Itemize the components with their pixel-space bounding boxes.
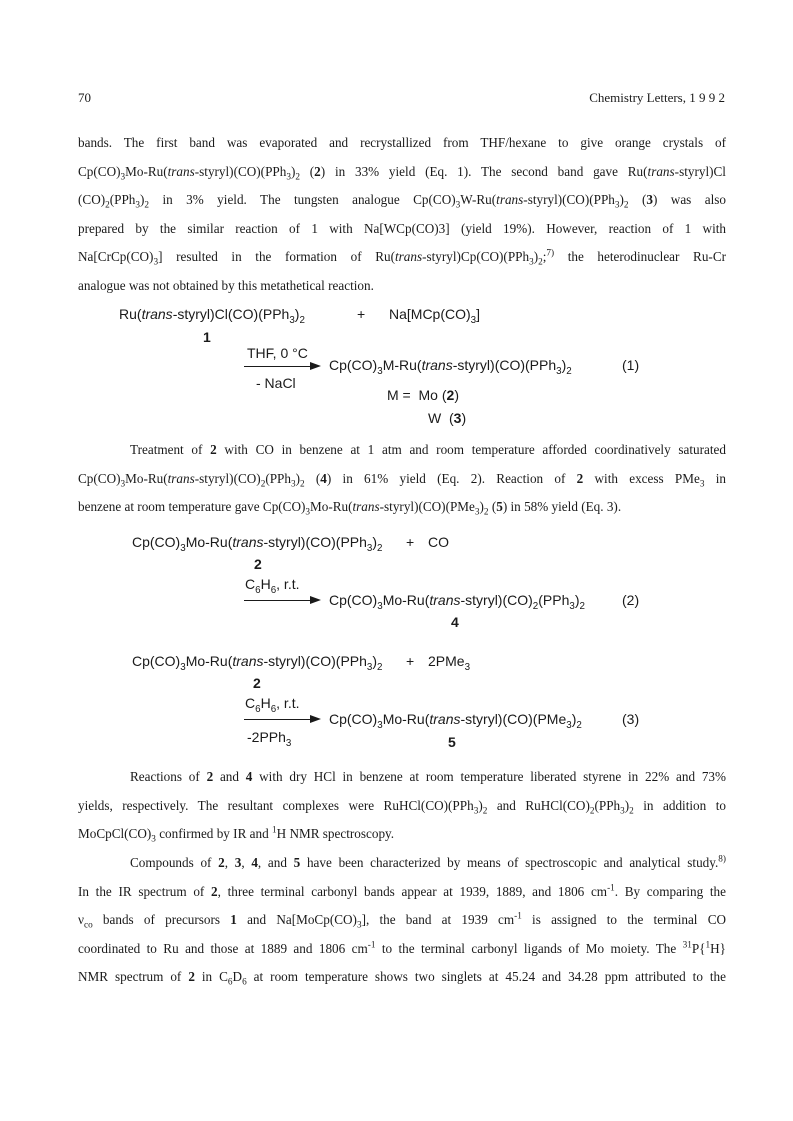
eq2-co: CO <box>428 534 449 550</box>
eq2-number: (2) <box>622 592 640 608</box>
para3-line3: $MoCpCl(CO)_3$ confirmed by IR and $^1$H NMR spectroscopy. <box>78 824 395 844</box>
para1-line4: prepared by the similar reaction of 1 with Na[WCp(CO)3] (yield 19%). However, reaction of 1 with <box>78 220 726 236</box>
para4-line2: In the IR spectrum of 2, three terminal carbonyl bands appear at 1939, 1889, and 1806 $cm^{-1}$. By comparing the <box>78 882 726 899</box>
eq2-arrowhead <box>310 596 321 604</box>
eq1-plus: + <box>357 306 366 322</box>
eq3-plus: + <box>406 653 415 669</box>
eq1-reactant2: $Na[MCp(CO)_3]$ <box>389 306 481 326</box>
eq1-product: $Cp(CO)_3M-Ru(trans-styryl)(CO)(PPh_3)_2$ <box>329 357 572 377</box>
para2-line2: $Cp(CO)_3Mo-Ru(trans-styryl)(CO)_2(PPh_3)_2$ (4) in 61% yield (Eq. 2). Reaction of 2 with excess PMe$_3$ in <box>78 470 726 489</box>
para2-line1: Treatment of 2 with CO in benzene at 1 atm and room temperature afforded coordinatively saturated <box>130 442 726 457</box>
eq2-arrow <box>244 600 312 601</box>
eq1-reactant1: $Ru(trans-styryl)Cl(CO)(PPh_3)_2$ <box>119 306 305 326</box>
para1-line3: $(CO)_2(PPh_3)_2$ in 3% yield. The tungsten analogue $Cp(CO)_3W-Ru(trans-styryl)(CO)(PPh_3)_2$ (3) was also <box>78 192 726 210</box>
eq3-reagent: 2PMe$_3$ <box>428 653 471 673</box>
eq1-below-arrow: - NaCl <box>256 375 296 391</box>
eq1-label-1: 1 <box>203 329 211 345</box>
para3-line1: Reactions of 2 and 4 with dry HCl in benzene at room temperature liberated styrene in 22% and 73% <box>130 769 726 784</box>
para1-line1: bands. The first band was evaporated and recrystallized from THF/hexane to give orange crystals of <box>78 135 726 150</box>
para4-line1: Compounds of 2, 3, 4, and 5 have been characterized by means of spectroscopic and analytical study.$^{8)}$ <box>130 853 726 870</box>
paragraph-1 <box>78 129 726 301</box>
eq3-product: $Cp(CO)_3Mo-Ru(trans-styryl)(CO)(PMe_3)_2$ <box>329 711 582 731</box>
eq2-above-arrow: $C_6H_6$, r.t. <box>245 576 300 596</box>
para4-line4: coordinated to Ru and those at 1889 and 1806 $cm^{-1}$ to the terminal carbonyl ligands of Mo moiety. The $^{31}$P{$^1$H} <box>78 939 726 956</box>
eq2-product: $Cp(CO)_3Mo-Ru(trans-styryl)(CO)_2(PPh_3)_2$ <box>329 592 585 612</box>
para4-line5: NMR spectrum of 2 in $C_6D_6$ at room temperature shows two singlets at 45.24 and 34.28 ppm attributed to the <box>78 969 726 988</box>
para1-line2: $Cp(CO)_3Mo-Ru(trans-styryl)(CO)(PPh_3)_2$ (2) in 33% yield (Eq. 1). The second band gave Ru(trans-styryl)Cl <box>78 163 726 182</box>
para2-line3: benzene at room temperature gave $Cp(CO)_3Mo-Ru(trans-styryl)(CO)(PMe_3)_2$ (5) in 58% yield (Eq. 3). <box>78 499 622 517</box>
eq1-number: (1) <box>622 357 640 373</box>
eq3-below-arrow: -2PPh$_3$ <box>247 729 292 749</box>
eq1-arrow <box>244 366 312 367</box>
eq1-m-mo: M = Mo (2) <box>387 387 459 403</box>
eq3-product-label: 5 <box>448 734 456 750</box>
eq1-above-arrow: THF, 0 °C <box>247 345 308 361</box>
eq3-number: (3) <box>622 711 640 727</box>
eq2-product-label: 4 <box>451 614 459 630</box>
para1-line6: analogue was not obtained by this metathetical reaction. <box>78 277 374 293</box>
paragraph-3 <box>78 763 726 849</box>
eq3-above-arrow: $C_6H_6$, r.t. <box>245 695 300 715</box>
eq3-arrow <box>244 719 312 720</box>
eq3-label: 2 <box>253 675 261 691</box>
paragraph-2 <box>78 436 726 522</box>
eq2-reactant: $Cp(CO)_3Mo-Ru(trans-styryl)(CO)(PPh_3)_2$ <box>132 534 383 554</box>
eq2-label: 2 <box>254 556 262 572</box>
journal-header: Chemistry Letters, 1 9 9 2 <box>589 90 725 105</box>
page-number: 70 <box>78 90 91 105</box>
para4-line3: $\nu_{co}$ bands of precursors 1 and $Na[MoCp(CO)_3]$, the band at 1939 $cm^{-1}$ is assigned to the terminal CO <box>78 910 727 930</box>
paragraph-4 <box>78 849 726 992</box>
eq2-plus: + <box>406 534 415 550</box>
eq3-reactant: $Cp(CO)_3Mo-Ru(trans-styryl)(CO)(PPh_3)_2$ <box>132 653 383 673</box>
eq1-arrowhead <box>310 362 321 370</box>
para3-line2: yields, respectively. The resultant complexes were $RuHCl(CO)(PPh_3)_2$ and $RuHCl(CO)_2(PPh_3)_2$ in addition to <box>78 797 726 816</box>
para1-line5: $Na[CrCp(CO)_3]$ resulted in the formation of $Ru(trans-styryl)Cp(CO)(PPh_3)_2;^{7)}$ the heterodinuclear Ru-Cr <box>78 247 727 268</box>
eq1-m-w: W (3) <box>428 410 467 426</box>
eq3-arrowhead <box>310 715 321 723</box>
